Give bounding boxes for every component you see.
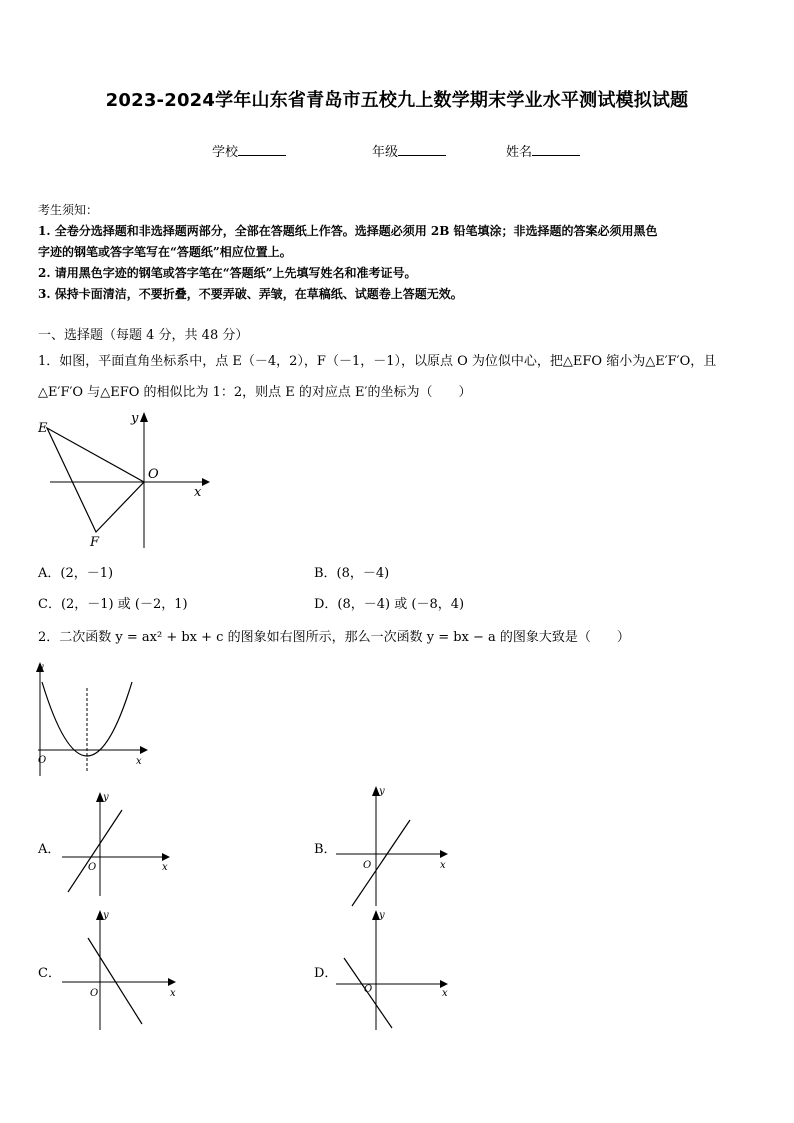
school-blank[interactable] [238, 143, 286, 156]
label-x: x [442, 988, 448, 999]
q2-option-c-graph [58, 908, 182, 1032]
label-o: O [88, 862, 97, 873]
section-heading: 一、选择题（每题 4 分，共 48 分） [38, 328, 249, 343]
label-x: x [194, 485, 202, 500]
q2-option-a-graph [58, 790, 178, 900]
grade-blank[interactable] [398, 143, 446, 156]
notice-item-1b: 字迹的钢笔或答字笔写在“答题纸”相应位置上。 [38, 245, 292, 259]
label-x: x [136, 756, 142, 767]
notice-heading: 考生须知： [38, 203, 99, 217]
q1-option-c[interactable]: C．(2，－1) 或 (－2，1) [38, 597, 188, 612]
grade-label: 年级 [372, 145, 399, 160]
notice-item-2: 2. 请用黑色字迹的钢笔或答字笔在“答题纸”上先填写姓名和准考证号。 [38, 266, 417, 280]
label-e: E [38, 421, 48, 436]
q1-option-b[interactable]: B．(8，－4) [314, 566, 390, 581]
notice-item-1a: 1. 全卷分选择题和非选择题两部分，全部在答题纸上作答。选择题必须用 2B 铅笔填涂；非选择题的答案必须用黑色 [38, 224, 658, 238]
label-y: y [131, 411, 139, 426]
label-y: y [103, 792, 109, 803]
q1-option-a[interactable]: A．(2，－1) [38, 566, 114, 581]
label-x: x [170, 988, 176, 999]
q1-stem-line2: △E′F′O 与△EFO 的相似比为 1：2，则点 E 的对应点 E′的坐标为（ ） [38, 385, 472, 400]
notice-item-3: 3. 保持卡面清洁，不要折叠，不要弄破、弄皱，在草稿纸、试题卷上答题无效。 [38, 287, 463, 301]
name-label: 姓名 [506, 145, 533, 160]
label-x: x [440, 860, 446, 871]
school-field[interactable] [212, 141, 286, 160]
q2-option-b-graph [332, 784, 454, 910]
label-y: y [379, 910, 385, 921]
label-y: y [103, 910, 109, 921]
label-o: O [364, 984, 373, 995]
q2-option-d[interactable]: D． [314, 966, 338, 981]
q2-parabola-figure [32, 660, 157, 780]
q2-option-a[interactable]: A． [38, 842, 61, 857]
label-y: y [38, 662, 44, 673]
label-y: y [379, 786, 385, 797]
name-field[interactable] [506, 141, 580, 160]
q1-stem-line1: 1．如图，平面直角坐标系中，点 E（－4，2），F（－1，－1），以原点 O 为位似中心，把△EFO 缩小为△E′F′O，且 [38, 354, 717, 369]
label-o: O [148, 467, 159, 482]
q1-figure [30, 408, 220, 553]
q1-option-d[interactable]: D．(8，－4) 或 (－8，4) [314, 597, 465, 612]
grade-field[interactable] [372, 141, 446, 160]
q2-stem: 2．二次函数 y = ax² + bx + c 的图象如右图所示，那么一次函数 y = bx − a 的图象大致是（ ） [38, 630, 630, 645]
q2-option-d-graph [332, 908, 456, 1032]
label-o: O [90, 988, 99, 999]
school-label: 学校 [212, 145, 239, 160]
q2-option-b[interactable]: B． [314, 842, 337, 857]
q2-option-c[interactable]: C． [38, 966, 61, 981]
page-title: 2023-2024学年山东省青岛市五校九上数学期末学业水平测试模拟试题 [105, 90, 689, 111]
name-blank[interactable] [532, 143, 580, 156]
label-x: x [162, 862, 168, 873]
label-f: F [90, 535, 100, 550]
notice-block [38, 200, 758, 305]
label-o: O [38, 755, 47, 766]
label-o: O [363, 860, 372, 871]
